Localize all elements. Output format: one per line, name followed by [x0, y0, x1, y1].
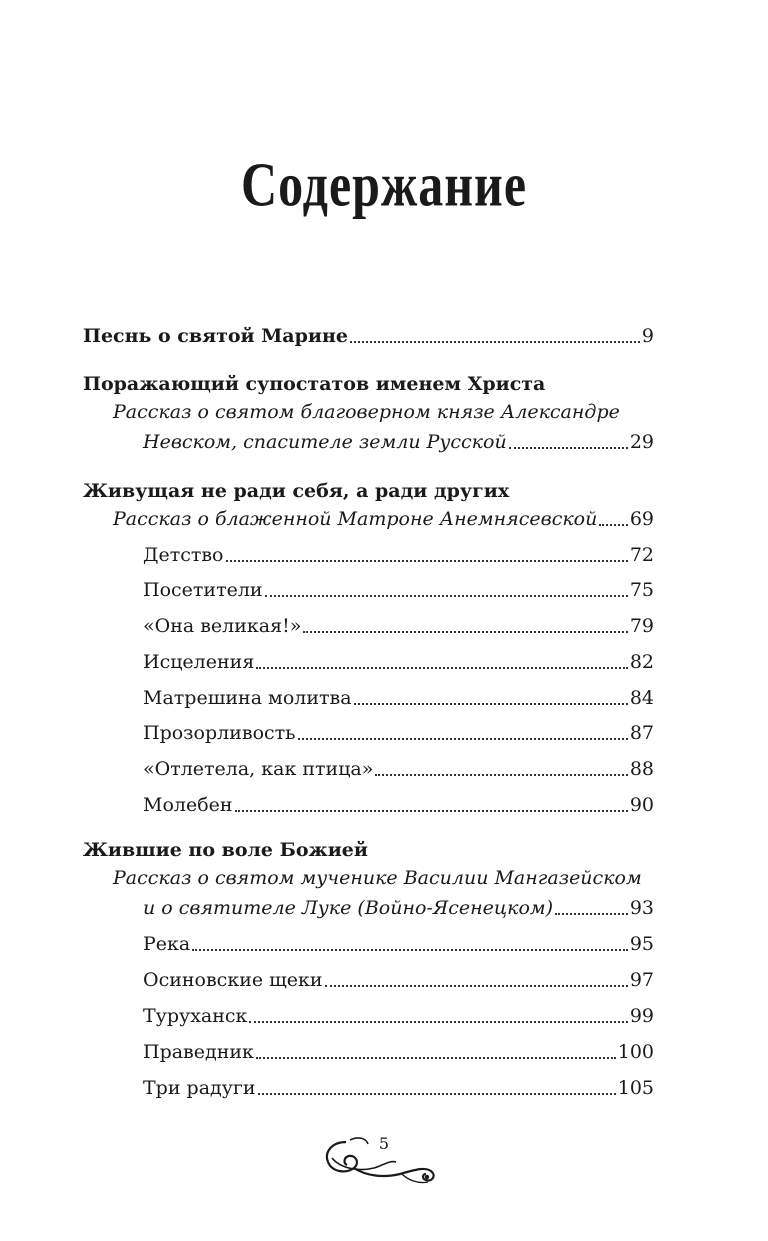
- leader-dots: [256, 666, 628, 669]
- leader-dots: [354, 702, 628, 705]
- toc-entry-marina[interactable]: [83, 318, 654, 348]
- page-ref: 69: [629, 508, 654, 530]
- toc-chapter[interactable]: [143, 644, 654, 674]
- toc-subtitle: Рассказ о святом благоверном князе Александре: [113, 401, 620, 423]
- page-title: Содержание: [240, 149, 528, 220]
- leader-dots: [555, 912, 628, 915]
- chapter-label: Посетители: [143, 579, 263, 601]
- toc-chapter[interactable]: [143, 998, 654, 1028]
- leader-dots: [258, 1092, 616, 1095]
- chapter-label: Молебен: [143, 794, 233, 816]
- chapter-label: Туруханск: [143, 1005, 248, 1027]
- leader-dots: [249, 1020, 627, 1023]
- page-ref: 82: [629, 651, 654, 673]
- page-ref: 93: [629, 897, 654, 919]
- leader-dots: [265, 594, 628, 597]
- page-ref: 84: [629, 687, 654, 709]
- toc-chapter[interactable]: [143, 608, 654, 638]
- toc-chapter[interactable]: [143, 572, 654, 602]
- toc-subtitle: Невском, спасителе земли Русской: [143, 431, 507, 453]
- page-number: 5: [378, 1134, 390, 1153]
- page-ref: 29: [629, 431, 654, 453]
- toc-chapter[interactable]: [143, 1034, 654, 1064]
- leader-dots: [192, 948, 628, 951]
- page-ref: 105: [617, 1077, 654, 1099]
- toc-heading: Жившие по воле Божией: [83, 839, 368, 861]
- chapter-label: Три радуги: [143, 1077, 256, 1099]
- page-ref: 95: [629, 933, 654, 955]
- leader-dots: [509, 446, 628, 449]
- leader-dots: [375, 773, 627, 776]
- leader-dots: [298, 737, 628, 740]
- toc-entry-matrona[interactable]: [113, 501, 654, 531]
- leader-dots: [235, 809, 628, 812]
- chapter-label: Матрешина молитва: [143, 687, 352, 709]
- page-ref: 99: [629, 1005, 654, 1027]
- toc-subtitle: Рассказ о святом мученике Василии Мангазейском: [113, 867, 642, 889]
- toc-chapter[interactable]: [143, 751, 654, 781]
- toc-chapter[interactable]: [143, 926, 654, 956]
- chapter-label: Река: [143, 933, 191, 955]
- toc-chapter[interactable]: [143, 680, 654, 710]
- chapter-label: «Она великая!»: [143, 615, 302, 637]
- toc-heading: Живущая не ради себя, а ради других: [83, 480, 510, 502]
- toc-subtitle: и о святителе Луке (Войно-Ясенецком): [143, 897, 554, 919]
- toc-heading: Поражающий супостатов именем Христа: [83, 373, 546, 395]
- leader-dots: [226, 559, 628, 562]
- toc-chapter[interactable]: [143, 787, 654, 817]
- toc-chapter[interactable]: [143, 537, 654, 567]
- page-ref: 75: [629, 579, 654, 601]
- page-ref: 87: [629, 722, 654, 744]
- leader-dots: [325, 984, 628, 987]
- chapter-label: Исцеления: [143, 651, 255, 673]
- page-ref: 90: [629, 794, 654, 816]
- leader-dots: [303, 630, 627, 633]
- toc-chapter[interactable]: [143, 715, 654, 745]
- leader-dots: [599, 523, 627, 526]
- page-ref: 79: [629, 615, 654, 637]
- leader-dots: [350, 340, 640, 343]
- toc-subtitle: Рассказ о блаженной Матроне Анемнясевской: [113, 508, 598, 530]
- page-ref: 72: [629, 544, 654, 566]
- toc-chapter[interactable]: [143, 962, 654, 992]
- page-ref: 9: [641, 325, 654, 347]
- toc-chapter[interactable]: [143, 1070, 654, 1100]
- toc-entry-vasily[interactable]: [143, 890, 654, 920]
- leader-dots: [256, 1056, 616, 1059]
- chapter-label: «Отлетела, как птица»: [143, 758, 374, 780]
- chapter-label: Осиновские щеки: [143, 969, 323, 991]
- chapter-label: Праведник: [143, 1041, 254, 1063]
- toc-heading: Песнь о святой Марине: [83, 325, 348, 347]
- page-ref: 88: [629, 758, 654, 780]
- toc-entry-alexander[interactable]: [143, 424, 654, 454]
- chapter-label: Детство: [143, 544, 224, 566]
- page-ref: 100: [617, 1041, 654, 1063]
- page-ref: 97: [629, 969, 654, 991]
- chapter-label: Прозорливость: [143, 722, 296, 744]
